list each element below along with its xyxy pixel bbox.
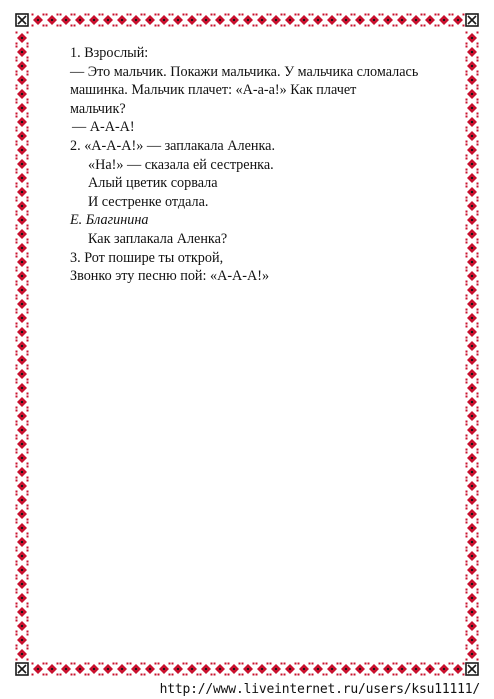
text-line: мальчик? — [70, 100, 126, 117]
decorative-border-right — [464, 28, 480, 661]
text-line: машинка. Мальчик плачет: «А-а-а!» Как плачет — [70, 82, 357, 99]
text-line: 3. Рот пошире ты открой, — [70, 249, 224, 266]
decorative-border-top — [14, 12, 480, 28]
text-line: — А-А-А! — [72, 119, 135, 136]
text-line: Как заплакала Аленка? — [88, 230, 228, 247]
text-line: — Это мальчик. Покажи мальчика. У мальчика сломалась — [70, 63, 419, 80]
decorative-border-bottom — [14, 661, 480, 677]
text-line: 2. «А-А-А!» — заплакала Аленка. — [70, 137, 276, 154]
text-line: «На!» — сказала ей сестренка. — [88, 156, 274, 173]
text-line: Звонко эту песню пой: «А-А-А!» — [70, 268, 270, 285]
footer-url: http://www.liveinternet.ru/users/ksu11111/ — [159, 682, 480, 697]
text-line: И сестренке отдала. — [88, 193, 209, 210]
author-name: Е. Благинина — [70, 212, 149, 229]
text-line: Алый цветик сорвала — [88, 175, 218, 192]
text-line: 1. Взрослый: — [70, 45, 149, 61]
poem-text — [70, 44, 460, 286]
decorative-border-left — [14, 28, 30, 661]
